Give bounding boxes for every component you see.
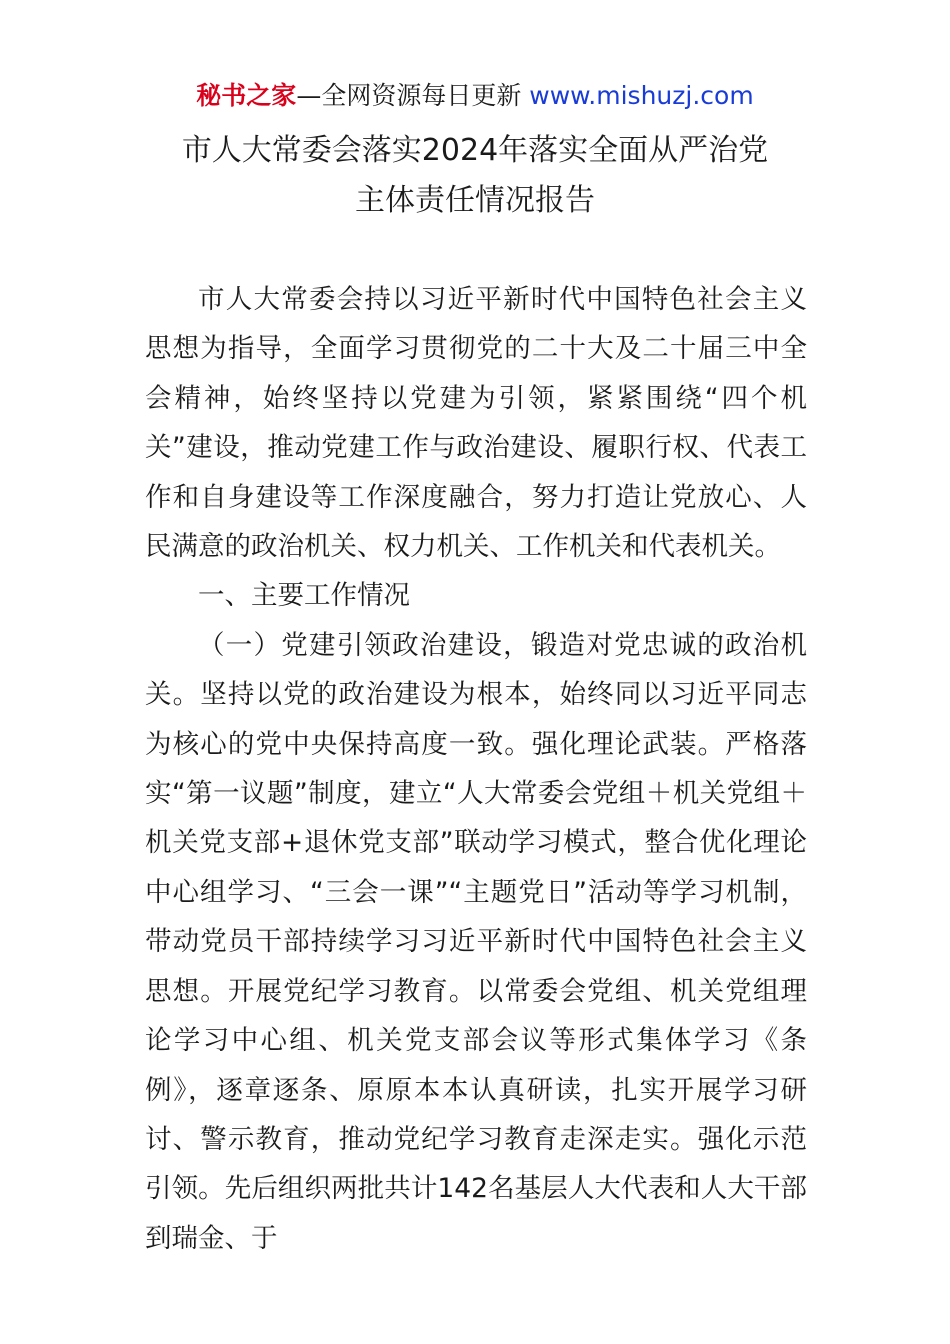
document-body: [145, 275, 807, 1263]
paragraph-party-building: （一）党建引领政治建设，锻造对党忠诚的政治机关。坚持以党的政治建设为根本，始终同以习近平同志为核心的党中央保持高度一致。强化理论武装。严格落实“第一议题”制度，建立“人大常委会党组＋机关党组＋机关党支部+退休党支部”联动学习模式，整合优化理论中心组学习、“三会一课”“主题党日”活动等学习机制，带动党员干部持续学习习近平新时代中国特色社会主义思想。开展党纪学习教育。以常委会党组、机关党组理论学习中心组、机关党支部会议等形式集体学习《条例》，逐章逐条、原原本本认真研读，扎实开展学习研讨、警示教育，推动党纪学习教育走深走实。强化示范引领。先后组织两批共计142名基层人大代表和人大干部到瑞金、于: [145, 629, 807, 1254]
paragraph-intro: 市人大常委会持以习近平新时代中国特色社会主义思想为指导，全面学习贯彻党的二十大及二十届三中全会精神，始终坚持以党建为引领，紧紧围绕“四个机关”建设，推动党建工作与政治建设、履职行权、代表工作和自身建设等工作深度融合，努力打造让党放心、人民满意的政治机关、权力机关、工作机关和代表机关。: [145, 284, 807, 563]
brand-name: 秘书之家: [196, 81, 297, 110]
site-url-link[interactable]: www.mishuzj.com: [529, 81, 754, 110]
site-tagline: —全网资源每日更新: [296, 81, 530, 110]
section-heading-main-work: 一、主要工作情况: [198, 580, 410, 612]
site-header: [0, 78, 950, 114]
title-line-1: 市人大常委会落实2024年落实全面从严治党: [181, 133, 769, 168]
title-line-2: 主体责任情况报告: [355, 183, 595, 218]
document-title: [0, 126, 950, 226]
